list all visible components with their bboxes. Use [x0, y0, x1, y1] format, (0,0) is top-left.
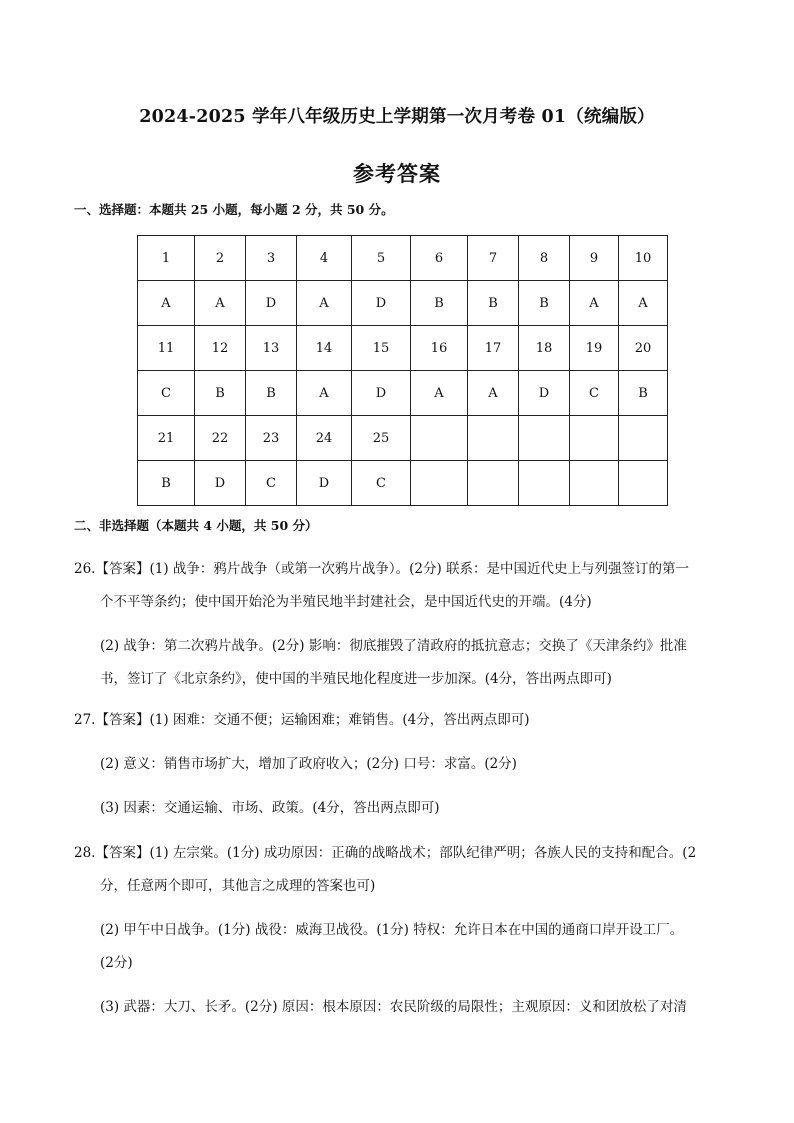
q27-line-3: (3) 因素：交通运输、市场、政策。(4分，答出两点即可): [100, 800, 440, 816]
q26-line-2: 个不平等条约；使中国开始沦为半殖民地半封建社会，是中国近代史的开端。(4分): [100, 594, 592, 610]
table-cell: D: [246, 281, 297, 326]
table-cell: [468, 461, 519, 506]
q27-line-2: (2) 意义：销售市场扩大，增加了政府收入；(2分) 口号：求富。(2分): [100, 756, 517, 772]
question-27-answer: [74, 704, 734, 825]
table-cell: 20: [619, 326, 668, 371]
table-cell: 22: [195, 416, 246, 461]
table-cell: [619, 416, 668, 461]
table-cell: D: [519, 371, 570, 416]
table-cell: B: [411, 281, 468, 326]
table-cell: 11: [138, 326, 195, 371]
table-cell: [468, 416, 519, 461]
table-row-answers: [138, 461, 668, 506]
question-26-answer: [74, 553, 734, 696]
table-cell: C: [138, 371, 195, 416]
table-cell: 9: [570, 236, 619, 281]
table-cell: 12: [195, 326, 246, 371]
table-cell: C: [570, 371, 619, 416]
table-cell: B: [619, 371, 668, 416]
q28-line-5: (3) 武器：大刀、长矛。(2分) 原因：根本原因：农民阶级的局限性；主观原因：义和团放松了对清: [100, 999, 687, 1015]
table-cell: 6: [411, 236, 468, 281]
table-cell: A: [468, 371, 519, 416]
table-cell: [519, 416, 570, 461]
q28-line-1: 28.【答案】(1) 左宗棠。(1分) 成功原因：正确的战略战术；部队纪律严明；各族人民的支持和配合。(2: [74, 845, 697, 861]
table-cell: 10: [619, 236, 668, 281]
q26-line-1: 26.【答案】(1) 战争：鸦片战争（或第一次鸦片战争）。(2分) 联系：是中国近代史上与列强签订的第一: [74, 561, 690, 577]
q28-line-2: 分，任意两个即可，其他言之成理的答案也可): [100, 878, 376, 894]
table-cell: C: [246, 461, 297, 506]
table-cell: C: [352, 461, 411, 506]
table-cell: B: [138, 461, 195, 506]
q28-line-3: (2) 甲午中日战争。(1分) 战役：威海卫战役。(1分) 特权：允许日本在中国的通商口岸开设工厂。: [100, 922, 684, 938]
table-cell: B: [195, 371, 246, 416]
table-row-answers: [138, 371, 668, 416]
section-multiple-choice-heading: 一、选择题：本题共 25 小题，每小题 2 分，共 50 分。: [74, 202, 394, 217]
table-cell: B: [519, 281, 570, 326]
table-cell: A: [297, 281, 352, 326]
question-28-answer: [74, 837, 734, 1024]
table-cell: 3: [246, 236, 297, 281]
table-cell: [411, 461, 468, 506]
table-cell: 21: [138, 416, 195, 461]
table-cell: [519, 461, 570, 506]
table-cell: 15: [352, 326, 411, 371]
table-cell: D: [297, 461, 352, 506]
table-cell: 25: [352, 416, 411, 461]
document-subtitle: 参考答案: [353, 161, 441, 186]
table-cell: A: [411, 371, 468, 416]
table-cell: 16: [411, 326, 468, 371]
section-open-questions-heading: 二、非选择题（本题共 4 小题，共 50 分）: [74, 518, 318, 533]
q26-line-3: (2) 战争：第二次鸦片战争。(2分) 影响：彻底摧毁了清政府的抵抗意志；交换了《天津条约》批准: [100, 638, 687, 654]
table-cell: A: [297, 371, 352, 416]
table-row-question-numbers: [138, 326, 668, 371]
document-title: 2024-2025 学年八年级历史上学期第一次月考卷 01（统编版）: [139, 107, 655, 127]
table-row-question-numbers: [138, 236, 668, 281]
q28-line-4: (2分): [100, 955, 133, 971]
table-cell: [619, 461, 668, 506]
q26-line-4: 书，签订了《北京条约》，使中国的半殖民地化程度进一步加深。(4分，答出两点即可): [100, 671, 612, 687]
table-cell: [570, 461, 619, 506]
table-cell: B: [468, 281, 519, 326]
table-cell: 5: [352, 236, 411, 281]
table-cell: 19: [570, 326, 619, 371]
table-cell: D: [352, 371, 411, 416]
table-cell: 8: [519, 236, 570, 281]
q27-line-1: 27.【答案】(1) 困难：交通不便；运输困难；难销售。(4分，答出两点即可): [74, 712, 530, 728]
table-cell: 23: [246, 416, 297, 461]
table-cell: 17: [468, 326, 519, 371]
table-cell: 14: [297, 326, 352, 371]
table-cell: 4: [297, 236, 352, 281]
table-row-answers: [138, 281, 668, 326]
table-row-question-numbers: [138, 416, 668, 461]
table-cell: A: [138, 281, 195, 326]
table-cell: 24: [297, 416, 352, 461]
table-cell: 18: [519, 326, 570, 371]
table-cell: 2: [195, 236, 246, 281]
table-cell: B: [246, 371, 297, 416]
table-cell: A: [619, 281, 668, 326]
table-cell: 7: [468, 236, 519, 281]
table-cell: [570, 416, 619, 461]
table-cell: A: [195, 281, 246, 326]
table-cell: 13: [246, 326, 297, 371]
table-cell: [411, 416, 468, 461]
table-cell: D: [352, 281, 411, 326]
answer-table: [137, 235, 668, 506]
table-cell: A: [570, 281, 619, 326]
table-cell: 1: [138, 236, 195, 281]
table-cell: D: [195, 461, 246, 506]
